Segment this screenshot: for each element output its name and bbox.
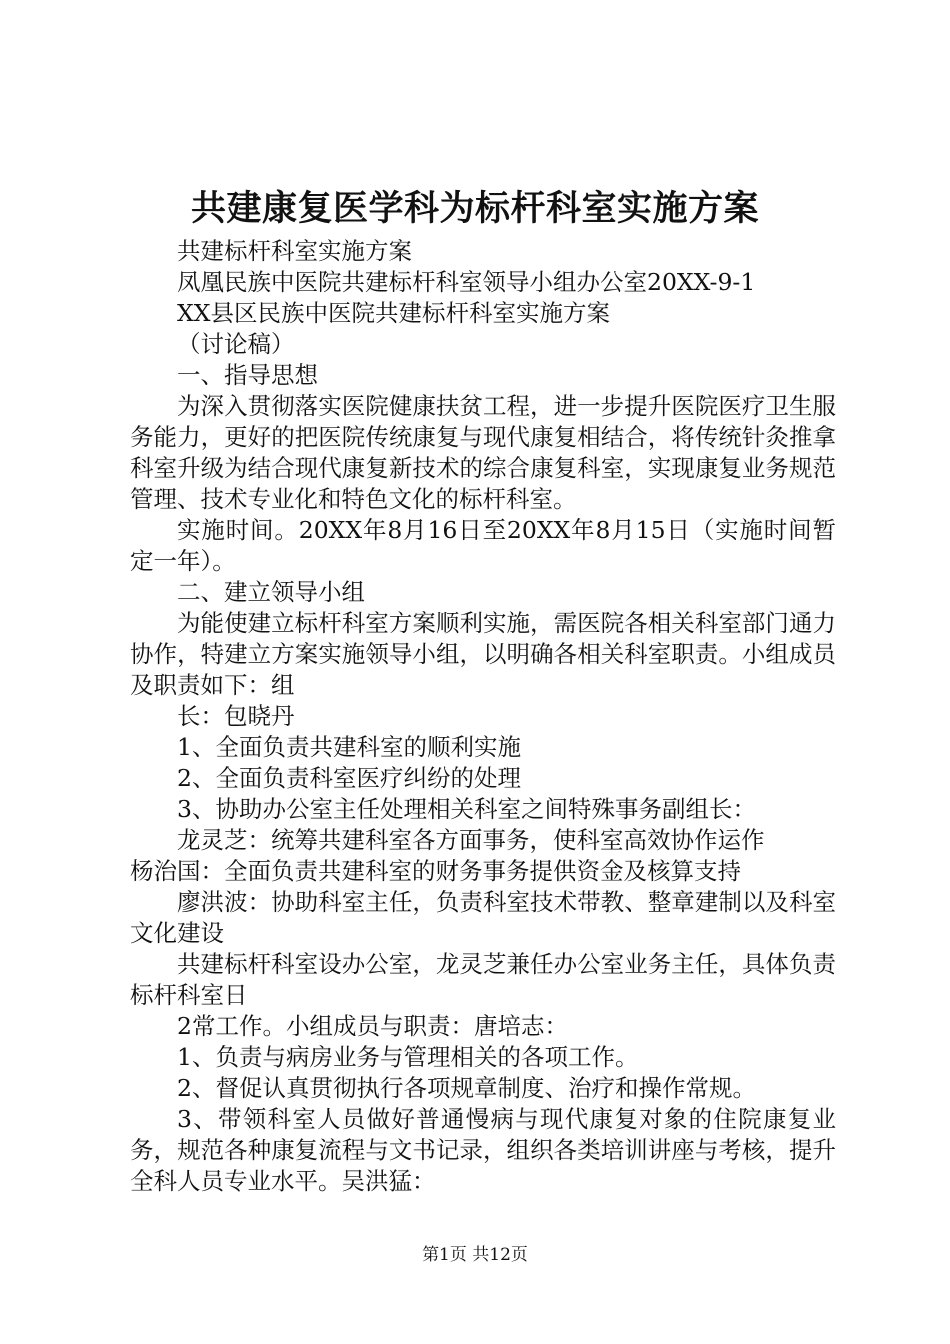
paragraph: 2常工作。小组成员与职责：唐培志： bbox=[177, 1012, 568, 1040]
page-footer: 第1页 共12页 bbox=[422, 1245, 528, 1265]
issuer-line: 凤凰民族中医院共建标杆科室领导小组办公室20XX-9-1 bbox=[177, 268, 756, 296]
list-item: 3、协助办公室主任处理相关科室之间特殊事务副组长： bbox=[177, 795, 756, 823]
draft-note: （讨论稿） bbox=[177, 330, 295, 358]
paragraph: 廖洪波：协助科室主任，负责科室技术带教、整章建制以及科室文化建设 bbox=[130, 888, 836, 947]
paragraph: 为能使建立标杆科室方案顺利实施，需医院各相关科室部门通力协作，特建立方案实施领导小组，以明确各相关科室职责。小组成员及职责如下：组 bbox=[130, 609, 836, 699]
paragraph: 实施时间。20XX年8月16日至20XX年8月15日（实施时间暂定一年）。 bbox=[130, 516, 836, 575]
section-heading: 二、建立领导小组 bbox=[177, 578, 365, 606]
paragraph: 龙灵芝：统筹共建科室各方面事务，使科室高效协作运作 bbox=[177, 826, 765, 854]
document-body bbox=[130, 236, 836, 1197]
paragraph: 长：包晓丹 bbox=[177, 702, 295, 730]
list-item: 1、全面负责共建科室的顺利实施 bbox=[177, 733, 521, 761]
list-item: 2、督促认真贯彻执行各项规章制度、治疗和操作常规。 bbox=[177, 1074, 756, 1102]
paragraph: 共建标杆科室设办公室，龙灵芝兼任办公室业务主任，具体负责标杆科室日 bbox=[130, 950, 836, 1009]
list-item: 2、全面负责科室医疗纠纷的处理 bbox=[177, 764, 521, 792]
document-title: 共建康复医学科为标杆科室实施方案 bbox=[190, 188, 759, 229]
subtitle-line: 共建标杆科室实施方案 bbox=[177, 237, 412, 265]
paragraph: 杨治国：全面负责共建科室的财务事务提供资金及核算支持 bbox=[130, 857, 741, 885]
section-heading: 一、指导思想 bbox=[177, 361, 318, 389]
plan-name-line: XX县区民族中医院共建标杆科室实施方案 bbox=[177, 299, 610, 327]
paragraph: 为深入贯彻落实医院健康扶贫工程，进一步提升医院医疗卫生服务能力，更好的把医院传统康复与现代康复相结合，将传统针灸推拿科室升级为结合现代康复新技术的综合康复科室，实现康复业务规范管理、技术专业化和特色文化的标杆科室。 bbox=[130, 392, 836, 513]
list-item: 1、负责与病房业务与管理相关的各项工作。 bbox=[177, 1043, 639, 1071]
list-item: 3、带领科室人员做好普通慢病与现代康复对象的住院康复业务，规范各种康复流程与文书记录，组织各类培训讲座与考核，提升全科人员专业水平。吴洪猛： bbox=[130, 1105, 836, 1195]
